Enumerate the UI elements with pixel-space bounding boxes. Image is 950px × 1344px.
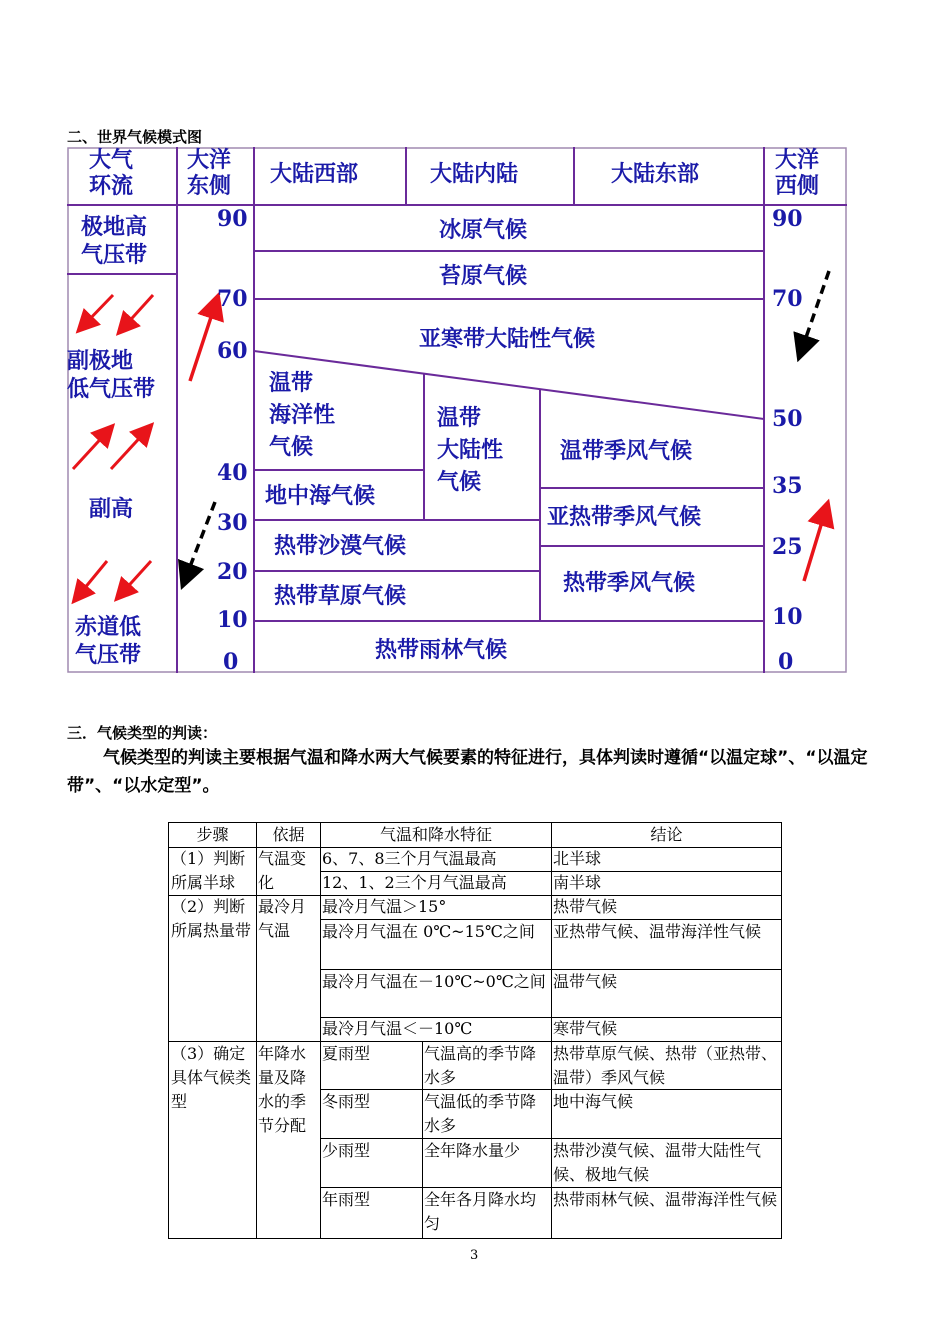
section3-title: 三．气候类型的判读：	[67, 724, 218, 742]
step3-feature-4: 全年各月降水均匀	[424, 1190, 537, 1233]
right-lat-50: 50	[772, 406, 803, 432]
belt-subtropical-high: 副高	[89, 496, 134, 522]
step3-result-2: 地中海气候	[553, 1092, 634, 1111]
step3-feature-2: 气温低的季节降水多	[424, 1092, 537, 1135]
step3-result-1: 热带草原气候、热带（亚热带、温带）季风气候	[553, 1044, 778, 1087]
right-lat-70: 70	[772, 286, 803, 312]
header-continent-inland: 大陆内陆	[430, 161, 519, 187]
step1-result-1: 北半球	[553, 849, 602, 868]
header-circulation: 大气 环流	[89, 147, 134, 199]
step1-basis: 气温变化	[258, 849, 307, 892]
climate-tropical-savanna: 热带草原气候	[274, 583, 407, 609]
step2-step: （2）判断所属热量带	[171, 897, 252, 940]
left-lat-20: 20	[217, 559, 248, 585]
left-lat-10: 10	[217, 607, 248, 633]
step3-basis: 年降水量及降水的季节分配	[258, 1044, 307, 1135]
table-header-basis: 依据	[272, 825, 305, 844]
step3-result-3: 热带沙漠气候、温带大陆性气候、极地气候	[553, 1141, 762, 1184]
left-lat-40: 40	[217, 460, 248, 486]
section3-paragraph: 气候类型的判读主要根据气温和降水两大气候要素的特征进行，具体判读时遵循“以温定球”、“以温定带”、“以水定型”。	[67, 748, 868, 796]
left-lat-90: 90	[217, 206, 248, 232]
world-climate-model-diagram	[67, 147, 847, 673]
step2-result-1: 热带气候	[553, 897, 618, 916]
header-continent-west: 大陆西部	[270, 161, 359, 187]
climate-temperate-marine: 温带 海洋性 气候	[269, 370, 336, 460]
step2-result-2: 亚热带气候、温带海洋性气候	[553, 922, 762, 941]
climate-ice-cap: 冰原气候	[439, 217, 528, 243]
left-lat-70: 70	[217, 286, 248, 312]
right-lat-35: 35	[772, 473, 803, 499]
step3-feature-1: 气温高的季节降水多	[424, 1044, 537, 1087]
step3-type-3: 少雨型	[322, 1141, 371, 1160]
climate-tropical-desert: 热带沙漠气候	[274, 533, 407, 559]
step3-feature-3: 全年降水量少	[424, 1141, 521, 1160]
header-ocean-west: 大洋 西侧	[775, 147, 820, 199]
table-header-result: 结论	[650, 825, 683, 844]
left-lat-60: 60	[217, 338, 248, 364]
table-header-feature: 气温和降水特征	[379, 825, 492, 844]
step1-feature-2: 12、1、2三个月气温最高	[322, 873, 507, 892]
step2-feature-4: 最冷月气温＜－10℃	[322, 1019, 473, 1038]
page-number: 3	[470, 1248, 479, 1263]
step2-basis: 最冷月气温	[258, 897, 307, 940]
step1-feature-1: 6、7、8三个月气温最高	[322, 849, 497, 868]
climate-temperate-monsoon: 温带季风气候	[560, 438, 693, 464]
climate-mediterranean: 地中海气候	[265, 483, 376, 509]
belt-subpolar-low: 副极地 低气压带	[67, 348, 156, 402]
belt-equatorial-low: 赤道低 气压带	[75, 614, 142, 668]
step2-feature-2: 最冷月气温在 0℃~15℃之间	[322, 922, 535, 941]
left-lat-0: 0	[223, 649, 239, 675]
climate-tundra: 苔原气候	[439, 263, 528, 289]
step3-type-2: 冬雨型	[322, 1092, 371, 1111]
step3-result-4: 热带雨林气候、温带海洋性气候	[553, 1190, 778, 1209]
step3-type-1: 夏雨型	[322, 1044, 371, 1063]
header-ocean-east: 大洋 东侧	[187, 147, 232, 199]
climate-subtropical-monsoon: 亚热带季风气候	[547, 504, 702, 530]
step2-feature-3: 最冷月气温在－10℃~0℃之间	[322, 972, 546, 991]
climate-temperate-continental: 温带 大陆性 气候	[437, 405, 504, 495]
step2-result-3: 温带气候	[553, 972, 618, 991]
step1-step: （1）判断所属半球	[171, 849, 246, 892]
left-lat-30: 30	[217, 510, 248, 536]
table-header-step: 步骤	[196, 825, 229, 844]
step3-type-4: 年雨型	[322, 1190, 371, 1209]
right-lat-10: 10	[772, 604, 803, 630]
climate-criteria-table	[168, 822, 782, 1239]
step2-result-4: 寒带气候	[553, 1019, 618, 1038]
header-continent-east: 大陆东部	[611, 161, 700, 187]
climate-tropical-monsoon: 热带季风气候	[563, 570, 696, 596]
step1-result-2: 南半球	[553, 873, 602, 892]
right-lat-0: 0	[778, 649, 794, 675]
right-lat-25: 25	[772, 534, 803, 560]
climate-subarctic: 亚寒带大陆性气候	[419, 326, 596, 352]
belt-polar-high: 极地高 气压带	[81, 214, 148, 268]
climate-tropical-rainforest: 热带雨林气候	[375, 637, 508, 663]
section2-title: 二、世界气候模式图	[67, 128, 203, 146]
right-lat-90: 90	[772, 206, 803, 232]
step3-step: （3）确定具体气候类型	[171, 1044, 252, 1111]
step2-feature-1: 最冷月气温＞15°	[322, 897, 447, 916]
